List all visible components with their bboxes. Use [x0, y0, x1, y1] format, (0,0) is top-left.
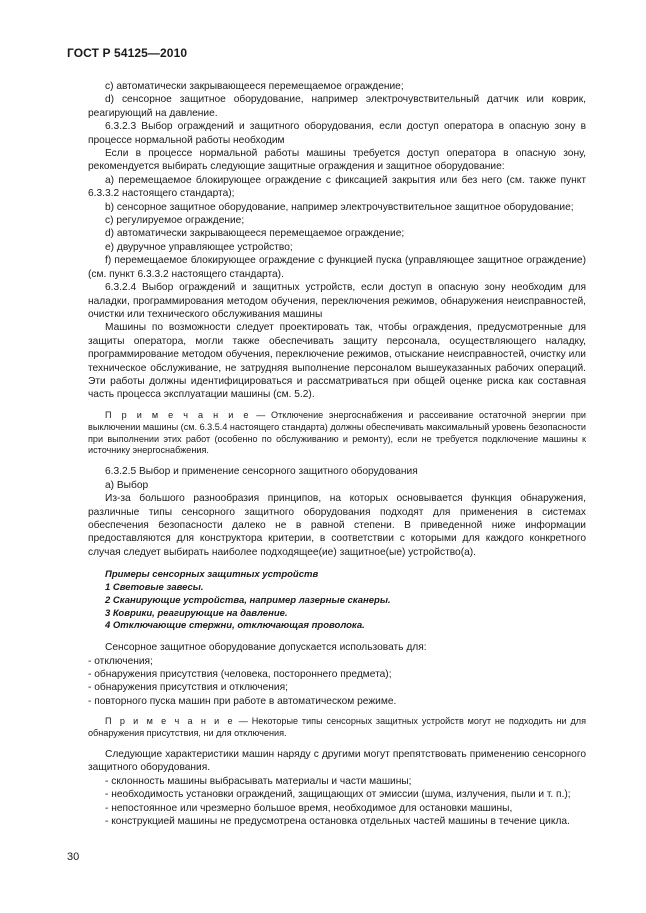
section-heading: 6.3.2.3 Выбор ограждений и защитного оборудования, если доступ оператора в опасную зону в процессе нормальной работы необходим: [88, 121, 586, 146]
section-heading: 6.3.2.4 Выбор ограждений и защитных устройств, если доступ в опасную зону необходим для наладки, программирования методом обучения, переключения режимов, обнаружения неисправностей, очистки или технического обслуживания машины: [88, 282, 586, 320]
list-item: - конструкцией машины не предусмотрена остановка отдельных частей машины в течение цикла.: [105, 816, 570, 828]
paragraph: Следующие характеристики машин наряду с другими могут препятствовать применению сенсорного защитного оборудования.: [88, 749, 586, 774]
subsection-heading: а) Выбор: [105, 479, 149, 491]
example-item: 2 Сканирующие устройства, например лазерные сканеры.: [105, 594, 391, 606]
note: [88, 410, 586, 458]
note-label: П р и м е ч а н и е: [105, 716, 235, 727]
list-item: - обнаружения присутствия (человека, постороннего предмета);: [88, 669, 392, 681]
standard-header: ГОСТ Р 54125—2010: [67, 46, 188, 60]
note-text: — Отключение энергоснабжения и рассеивание остаточной энергии при выключении машины (см. 6.3.5.4 настоящего стандарта) должны обеспечивать максимальный уровень безопасности при выполнении этих работ (особенно по обслуживанию и ремонту), если не требуется подключение машины к источнику энергоснабжения.: [88, 409, 586, 456]
note: [88, 716, 586, 740]
paragraph: Машины по возможности следует проектировать так, чтобы ограждения, предусмотренные для защиты оператора, могли также обеспечивать защиту персонала, осуществляющего наладку, программирование методом обучения, переключение режимов, отыскание неисправностей, очистку или техническое обслуживание, не затрудняя выполнение персоналом вышеуказанных рабочих операций. Эти работы должны идентифицироваться и рассматриваться при общей оценке риска как составная часть процесса эксплуатации машины (см. 5.2).: [88, 322, 586, 401]
note-text: — Некоторые типы сенсорных защитных устройств могут не подходить ни для обнаружения присутствия, ни для отключения.: [88, 716, 586, 739]
list-item: - обнаружения присутствия и отключения;: [88, 682, 288, 694]
list-item: - повторного пуска машин при работе в автоматическом режиме.: [88, 695, 397, 707]
list-item: d) автоматически закрывающееся перемещаемое ограждение;: [105, 228, 405, 240]
paragraph: Из-за большого разнообразия принципов, на которых основывается функция обнаружения, различные типы сенсорного защитного оборудования подходят для применения в системах обеспечения безопасности далеко не в равной степени. В приведенной ниже информации предоставляются для конструктора критерии, в соответствии с которыми для каждого конкретного случая следует выбирать наиболее подходящее(ие) защитное(ые) устройство(а).: [88, 493, 586, 558]
paragraph: Сенсорное защитное оборудование допускается использовать для:: [105, 642, 427, 654]
list-item: а) перемещаемое блокирующее ограждение с фиксацией закрытия или без него (см. также пункт 6.3.3.2 настоящего стандарта);: [88, 174, 586, 200]
list-item: - необходимость установки ограждений, защищающих от эмиссии (шума, излучения, пыли и т. п.);: [105, 789, 571, 801]
list-item: b) сенсорное защитное оборудование, например электрочувствительное защитное оборудование;: [105, 201, 574, 213]
paragraph: d) сенсорное защитное оборудование, например электрочувствительный датчик или коврик, реагирующий на давление.: [88, 94, 586, 119]
section-heading: 6.3.2.5 Выбор и применение сенсорного защитного оборудования: [105, 466, 418, 478]
note-label: П р и м е ч а н и е: [105, 409, 251, 420]
paragraph: с) автоматически закрывающееся перемещаемое ограждение;: [105, 81, 404, 92]
list-item: - отключения;: [88, 655, 153, 667]
paragraph: Если в процессе нормальной работы машины требуется доступ оператора в опасную зону, рекомендуется выбирать следующие защитные ограждения и защитное оборудование:: [88, 148, 586, 173]
examples-title: Примеры сенсорных защитных устройств: [105, 569, 319, 581]
example-item: 4 Отключающие стержни, отключающая проволока.: [105, 620, 365, 632]
list-item: с) регулируемое ограждение;: [105, 215, 245, 227]
list-item: е) двуручное управляющее устройство;: [105, 241, 293, 253]
example-item: 3 Коврики, реагирующие на давление.: [105, 607, 288, 619]
list-item: - непостоянное или чрезмерно большое время, необходимое для остановки машины,: [105, 802, 513, 814]
list-item: f) перемещаемое блокирующее ограждение с функцией пуска (управляющее защитное ограждение) (см. пункт 6.3.3.2 настоящего стандарта).: [88, 255, 586, 280]
page-body: [88, 80, 586, 828]
example-item: 1 Световые завесы.: [105, 582, 204, 594]
page-number: 30: [67, 851, 80, 863]
list-item: - склонность машины выбрасывать материалы и части машины;: [105, 775, 412, 787]
